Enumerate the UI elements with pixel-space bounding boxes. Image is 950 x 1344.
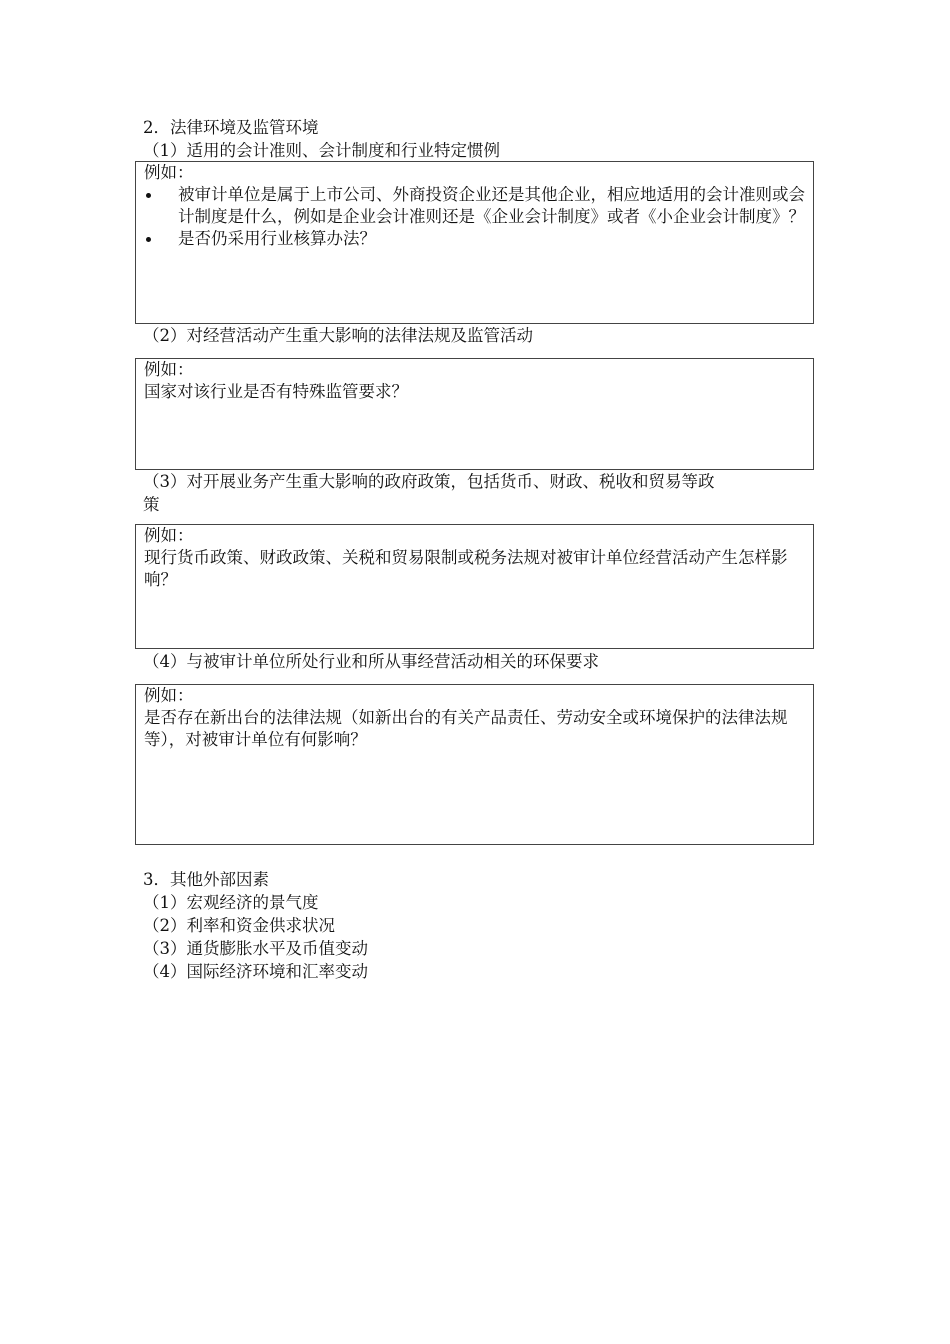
item-1-title: （1）适用的会计准则、会计制度和行业特定惯例 [143, 141, 500, 160]
example-text: 国家对该行业是否有特殊监管要求？ [144, 382, 408, 401]
bullet-item [144, 228, 805, 250]
list-item: （3）通货膨胀水平及币值变动 [143, 939, 368, 958]
section-heading: 3．其他外部因素 [143, 870, 269, 889]
example-text: 现行货币政策、财政政策、关税和贸易限制或税务法规对被审计单位经营活动产生怎样影响？ [144, 548, 788, 589]
list-item: （2）利率和资金供求状况 [143, 916, 335, 935]
bullet-dot-icon [146, 237, 151, 242]
item-4-title: （4）与被审计单位所处行业和所从事经营活动相关的环保要求 [143, 652, 599, 671]
item-3-title-line-2: 策 [143, 495, 160, 514]
example-label: 例如： [144, 526, 194, 545]
item-4-example-box [135, 684, 814, 845]
section-heading: 2．法律环境及监管环境 [143, 118, 319, 137]
example-label: 例如： [144, 163, 194, 182]
example-label: 例如： [144, 360, 194, 379]
list-item: （4）国际经济环境和汇率变动 [143, 962, 368, 981]
item-1-example-box [135, 161, 814, 324]
list-item: （1）宏观经济的景气度 [143, 893, 319, 912]
item-3-example-box [135, 524, 814, 649]
example-text: 是否存在新出台的法律法规（如新出台的有关产品责任、劳动安全或环境保护的法律法规等），对被审计单位有何影响？ [144, 708, 788, 749]
bullet-text: 是否仍采用行业核算办法？ [178, 229, 376, 248]
item-2-title: （2）对经营活动产生重大影响的法律法规及监管活动 [143, 326, 533, 345]
bullet-dot-icon [146, 193, 151, 198]
bullet-item [144, 184, 805, 228]
item-3-title-line-1: （3）对开展业务产生重大影响的政府政策，包括货币、财政、税收和贸易等政 [143, 472, 715, 491]
example-label: 例如： [144, 686, 194, 705]
bullet-text: 被审计单位是属于上市公司、外商投资企业还是其他企业，相应地适用的会计准则或会计制度是什么，例如是企业会计准则还是《企业会计制度》或者《小企业会计制度》？ [178, 185, 805, 226]
item-2-example-box [135, 358, 814, 470]
